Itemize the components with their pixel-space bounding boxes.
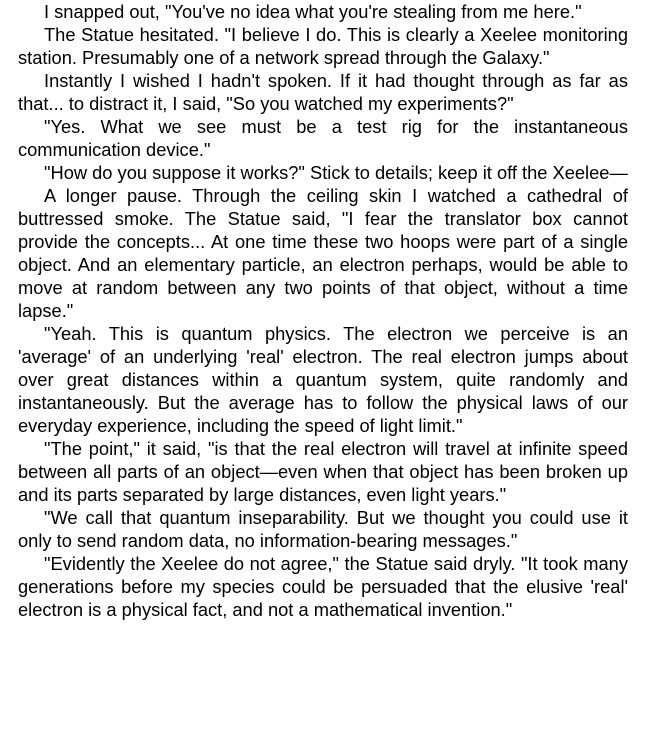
paragraph-1: I snapped out, "You've no idea what you're stealing from me here." [44,1,582,22]
paragraph-2: The Statue hesitated. "I believe I do. This is clearly a Xeelee monitoring station. Presumably one of a network spread through the Galaxy." [18,24,628,68]
paragraph-8: "The point," it said, "is that the real electron will travel at infinite speed between all parts of an object—even when that object has been broken up and its parts separated by large distances, even light years." [18,438,628,505]
paragraph-9: "We call that quantum inseparability. But we thought you could use it only to send random data, no information-bearing messages." [18,507,628,551]
paragraph-5: "How do you suppose it works?" Stick to details; keep it off the Xeelee— [44,162,628,183]
paragraph-7: "Yeah. This is quantum physics. The electron we perceive is an 'average' of an underlying 'real' electron. The real electron jumps about over great distances within a quantum system, quite randomly and instantaneously. But the average has to follow the physical laws of our everyday experience, including the speed of light limit." [18,323,628,436]
paragraph-3: Instantly I wished I hadn't spoken. If it had thought through as far as that... to distract it, I said, "So you watched my experiments?" [18,70,628,114]
paragraph-4: "Yes. What we see must be a test rig for the instantaneous communication device." [18,116,628,160]
paragraph-6: A longer pause. Through the ceiling skin I watched a cathedral of buttressed smoke. The Statue said, "I fear the translator box cannot provide the concepts... At one time these two hoops were part of a single object. And an elementary particle, an electron perhaps, would be able to move at random between any two points of that object, without a time lapse." [18,185,628,321]
paragraph-10: "Evidently the Xeelee do not agree," the Statue said dryly. "It took many generations before my species could be persuaded that the elusive 'real' electron is a physical fact, and not a mathematical invention." [18,553,628,620]
